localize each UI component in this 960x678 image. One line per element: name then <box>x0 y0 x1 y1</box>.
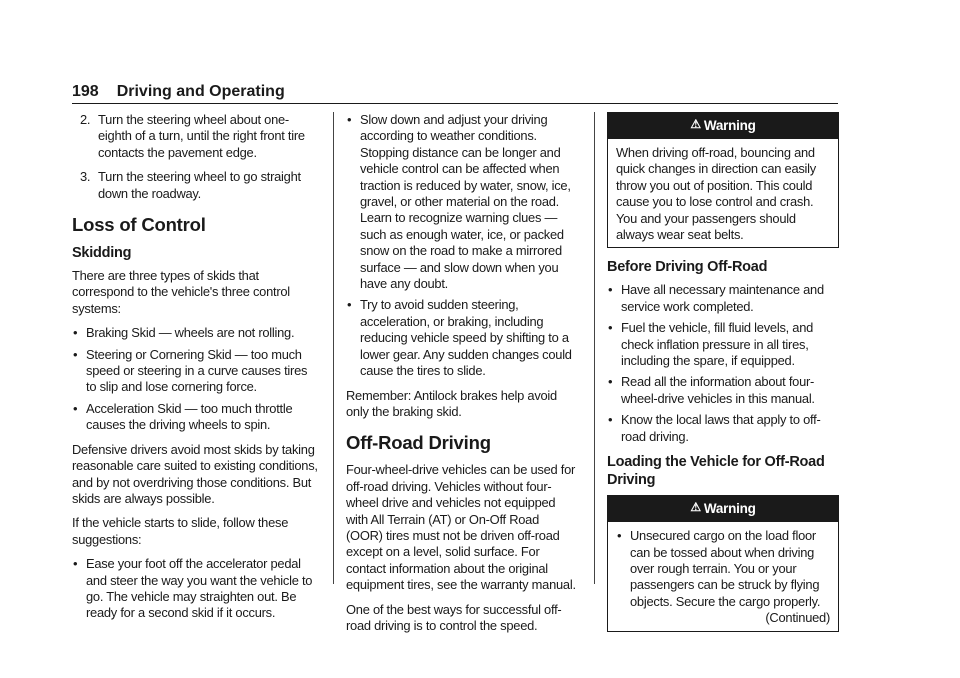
warning-body <box>608 522 838 630</box>
warning-header: ⚠ Warning <box>608 113 838 139</box>
warning-box-cargo <box>607 495 839 631</box>
list-item: • Unsecured cargo on the load floor can be tossed about when driving over rough terrain. You or your passengers can be struck by flying objects. Secure the cargo properly. <box>616 528 830 610</box>
defensive-text: Defensive drivers avoid most skids by taking reasonable care suited to existing conditions, and by not overdriving those conditions. But skids are always possible. <box>72 441 318 506</box>
page-number: 198 <box>72 83 99 100</box>
before-driving-heading: Before Driving Off-Road <box>607 259 768 276</box>
column-divider-2 <box>594 112 595 584</box>
page-header <box>72 82 838 104</box>
list-item: • Steering or Cornering Skid — too much speed or steering in a curve causes tires to slip and lose cornering force. <box>72 347 320 396</box>
off-road-heading: Off-Road Driving <box>346 432 491 454</box>
warning-body: When driving off-road, bouncing and quick changes in direction can easily throw you out of position. This could cause you to lose control and crash. You and your passengers should always wear seat belts. <box>616 145 816 243</box>
slide-intro: If the vehicle starts to slide, follow these suggestions: <box>72 515 289 547</box>
warning-header: ⚠ Warning <box>608 496 838 522</box>
warning-bullets <box>616 528 830 610</box>
continued-label: (Continued) <box>765 610 830 626</box>
remember-text: Remember: Antilock brakes help avoid only the braking skid. <box>346 387 557 419</box>
step-item: 2. Turn the steering wheel about one-eighth of a turn, until the right front tire contacts the pavement edge. <box>80 112 305 160</box>
loss-of-control-heading: Loss of Control <box>72 214 206 236</box>
driving-tips-list <box>346 112 578 380</box>
list-item: • Fuel the vehicle, fill fluid levels, and check inflation pressure in all tires, including the spare, if equipped. <box>607 320 839 369</box>
column-divider-1 <box>333 112 334 584</box>
loading-vehicle-heading: Loading the Vehicle for Off-Road Driving <box>607 454 825 489</box>
column-3 <box>607 112 839 642</box>
list-item: • Know the local laws that apply to off-road driving. <box>607 412 839 445</box>
list-item: • Ease your foot off the accelerator pedal and steer the way you want the vehicle to go. The vehicle may straighten out. Be ready for a second skid if it occurs. <box>72 556 320 622</box>
warning-icon: ⚠ <box>690 500 701 515</box>
list-item: • Slow down and adjust your driving according to weather conditions. Stopping distance can be longer and vehicle control can be affected when traction is reduced by water, snow, ice, gravel, or other material on the road. Learn to recognize warning clues — such as enough water, ice, or packed snow on the road to make a mirrored surface — and slow down when you have any doubt. <box>346 112 578 292</box>
skid-intro: There are three types of skids that correspond to the vehicle's three control systems: <box>72 268 290 316</box>
warning-box-seatbelts <box>607 112 839 248</box>
column-1 <box>72 112 320 630</box>
list-item: • Acceleration Skid — too much throttle causes the driving wheels to spin. <box>72 401 320 434</box>
column-2 <box>346 112 578 642</box>
slide-bullets <box>72 556 320 622</box>
list-item: • Try to avoid sudden steering, acceleration, or braking, including reducing vehicle speed by shifting to a lower gear. Any sudden changes could cause the tires to slide. <box>346 297 578 379</box>
off-road-paragraph-2: One of the best ways for successful off-road driving is to control the speed. <box>346 601 562 633</box>
list-item: • Braking Skid — wheels are not rolling. <box>72 325 320 341</box>
off-road-paragraph-1: Four-wheel-drive vehicles can be used for off-road driving. Vehicles without four-wheel drive and vehicles not equipped with All Terrain (AT) or On-Off Road (OOR) tires must not be driven off-road except on a level, solid surface. For contact information about the original equipment tires, see the warranty manual. <box>346 462 576 593</box>
warning-icon: ⚠ <box>690 117 701 131</box>
skid-types-list <box>72 325 320 433</box>
before-driving-list <box>607 282 839 445</box>
step-item: 3. Turn the steering wheel to go straight down the roadway. <box>80 169 301 201</box>
section-title: Driving and Operating <box>116 83 285 100</box>
skidding-heading: Skidding <box>72 245 132 262</box>
list-item: • Have all necessary maintenance and service work completed. <box>607 282 839 315</box>
list-item: • Read all the information about four-wheel-drive vehicles in this manual. <box>607 374 839 407</box>
